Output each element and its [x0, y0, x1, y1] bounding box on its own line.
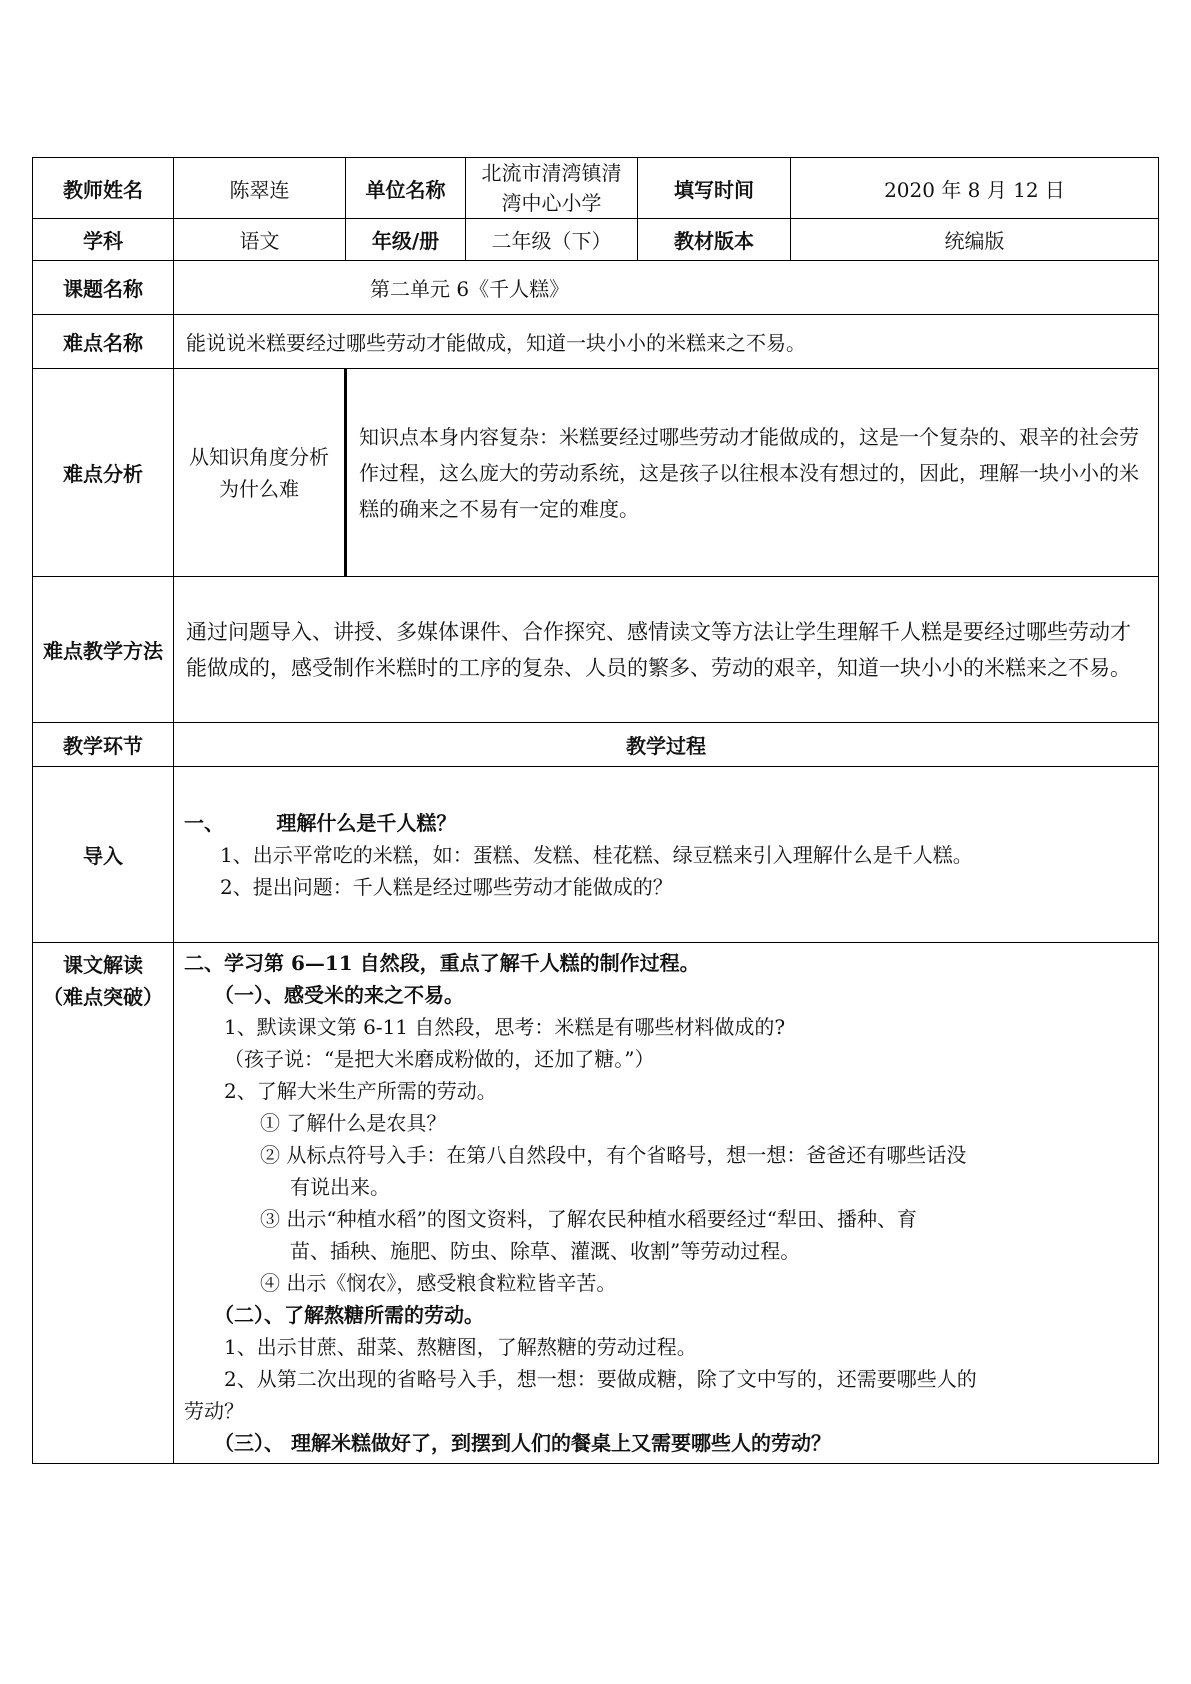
process-col-title: 教学过程	[174, 723, 1159, 767]
unit-value	[466, 158, 638, 219]
topic-value	[174, 261, 1159, 315]
reading-line: ③ 出示“种植水稻”的图文资料，了解农民种植水稻要经过“犁田、播种、育	[260, 1207, 918, 1231]
reading-line: 2、从第二次出现的省略号入手，想一想：要做成糖，除了文中写的，还需要哪些人的	[224, 1367, 977, 1391]
reading-line: （三）、 理解米糕做好了，到摆到人们的餐桌上又需要哪些人的劳动？	[214, 1431, 831, 1455]
intro-line-3: 2、提出问题：千人糕是经过哪些劳动才能做成的？	[220, 874, 673, 899]
difficulty-label: 难点名称	[33, 315, 174, 369]
intro-line-1	[184, 807, 1148, 839]
reading-line: 二、学习第 6—11 自然段，重点了解千人糕的制作过程。	[184, 951, 700, 975]
teacher-label: 教师姓名	[33, 158, 174, 219]
reading-line: 有说出来。	[290, 1175, 390, 1199]
reading-line: 1、默读课文第 6-11 自然段，思考：米糕是有哪些材料做成的?	[224, 1015, 786, 1039]
reading-line: 劳动？	[184, 1399, 244, 1423]
unit-label: 单位名称	[346, 158, 466, 219]
analysis-sub-label	[174, 369, 346, 577]
process-col-label: 教学环节	[33, 723, 174, 767]
lesson-plan-table	[32, 157, 1159, 1464]
topic-text: 第二单元 6《千人糕》	[370, 277, 570, 301]
grade-label: 年级/册	[346, 219, 466, 261]
reading-label-1: 课文解读	[63, 953, 143, 977]
topic-label: 课题名称	[33, 261, 174, 315]
reading-line: （孩子说：“是把大米磨成粉做的，还加了糖。”）	[224, 1047, 655, 1071]
reading-line: 2、了解大米生产所需的劳动。	[224, 1079, 497, 1103]
unit-value-line-1: 北流市清湾镇清	[481, 161, 622, 185]
reading-line: ④ 出示《悯农》，感受粮食粒粒皆辛苦。	[260, 1271, 617, 1295]
reading-content	[174, 943, 1159, 1464]
analysis-sub-label-2: 为什么难	[219, 476, 299, 501]
grade-value: 二年级（下）	[466, 219, 638, 261]
intro-label: 导入	[33, 767, 174, 943]
unit-value-line-2: 湾中心小学	[501, 191, 602, 215]
teacher-value: 陈翠连	[174, 158, 346, 219]
reading-line: （二）、了解熬糖所需的劳动。	[214, 1303, 484, 1327]
reading-line: （一）、感受米的来之不易。	[214, 983, 464, 1007]
edition-value: 统编版	[791, 219, 1159, 261]
intro-section-num: 一、	[184, 810, 224, 835]
intro-content	[174, 767, 1159, 943]
reading-line: 1、出示甘蔗、甜菜、熬糖图，了解熬糖的劳动过程。	[224, 1335, 697, 1359]
analysis-sub-label-1: 从知识角度分析	[189, 444, 329, 469]
subject-label: 学科	[33, 219, 174, 261]
date-label: 填写时间	[638, 158, 791, 219]
reading-label-2: （难点突破）	[43, 985, 163, 1009]
analysis-text: 知识点本身内容复杂：米糕要经过哪些劳动才能做成的，这是一个复杂的、艰辛的社会劳作过程，这么庞大的劳动系统，这是孩子以往根本没有想过的，因此，理解一块小小的米糕的确来之不易有一定的难度。	[346, 369, 1159, 577]
date-value: 2020 年 8 月 12 日	[791, 158, 1159, 219]
reading-line: ① 了解什么是农具？	[260, 1111, 447, 1135]
method-label: 难点教学方法	[33, 577, 174, 723]
subject-value: 语文	[174, 219, 346, 261]
edition-label: 教材版本	[638, 219, 791, 261]
reading-label	[33, 943, 174, 1464]
analysis-label: 难点分析	[33, 369, 174, 577]
difficulty-value: 能说说米糕要经过哪些劳动才能做成，知道一块小小的米糕来之不易。	[174, 315, 1159, 369]
intro-section-title: 理解什么是千人糕？	[276, 810, 457, 835]
intro-line-2: 1、出示平常吃的米糕，如：蛋糕、发糕、桂花糕、绿豆糕来引入理解什么是千人糕。	[220, 842, 973, 867]
reading-line: ② 从标点符号入手：在第八自然段中，有个省略号，想一想：爸爸还有哪些话没	[260, 1143, 967, 1167]
reading-line: 苗、插秧、施肥、防虫、除草、灌溉、收割”等劳动过程。	[290, 1239, 801, 1263]
method-text: 通过问题导入、讲授、多媒体课件、合作探究、感情读文等方法让学生理解千人糕是要经过哪些劳动才能做成的，感受制作米糕时的工序的复杂、人员的繁多、劳动的艰辛，知道一块小小的米糕来之不易。	[174, 577, 1159, 723]
